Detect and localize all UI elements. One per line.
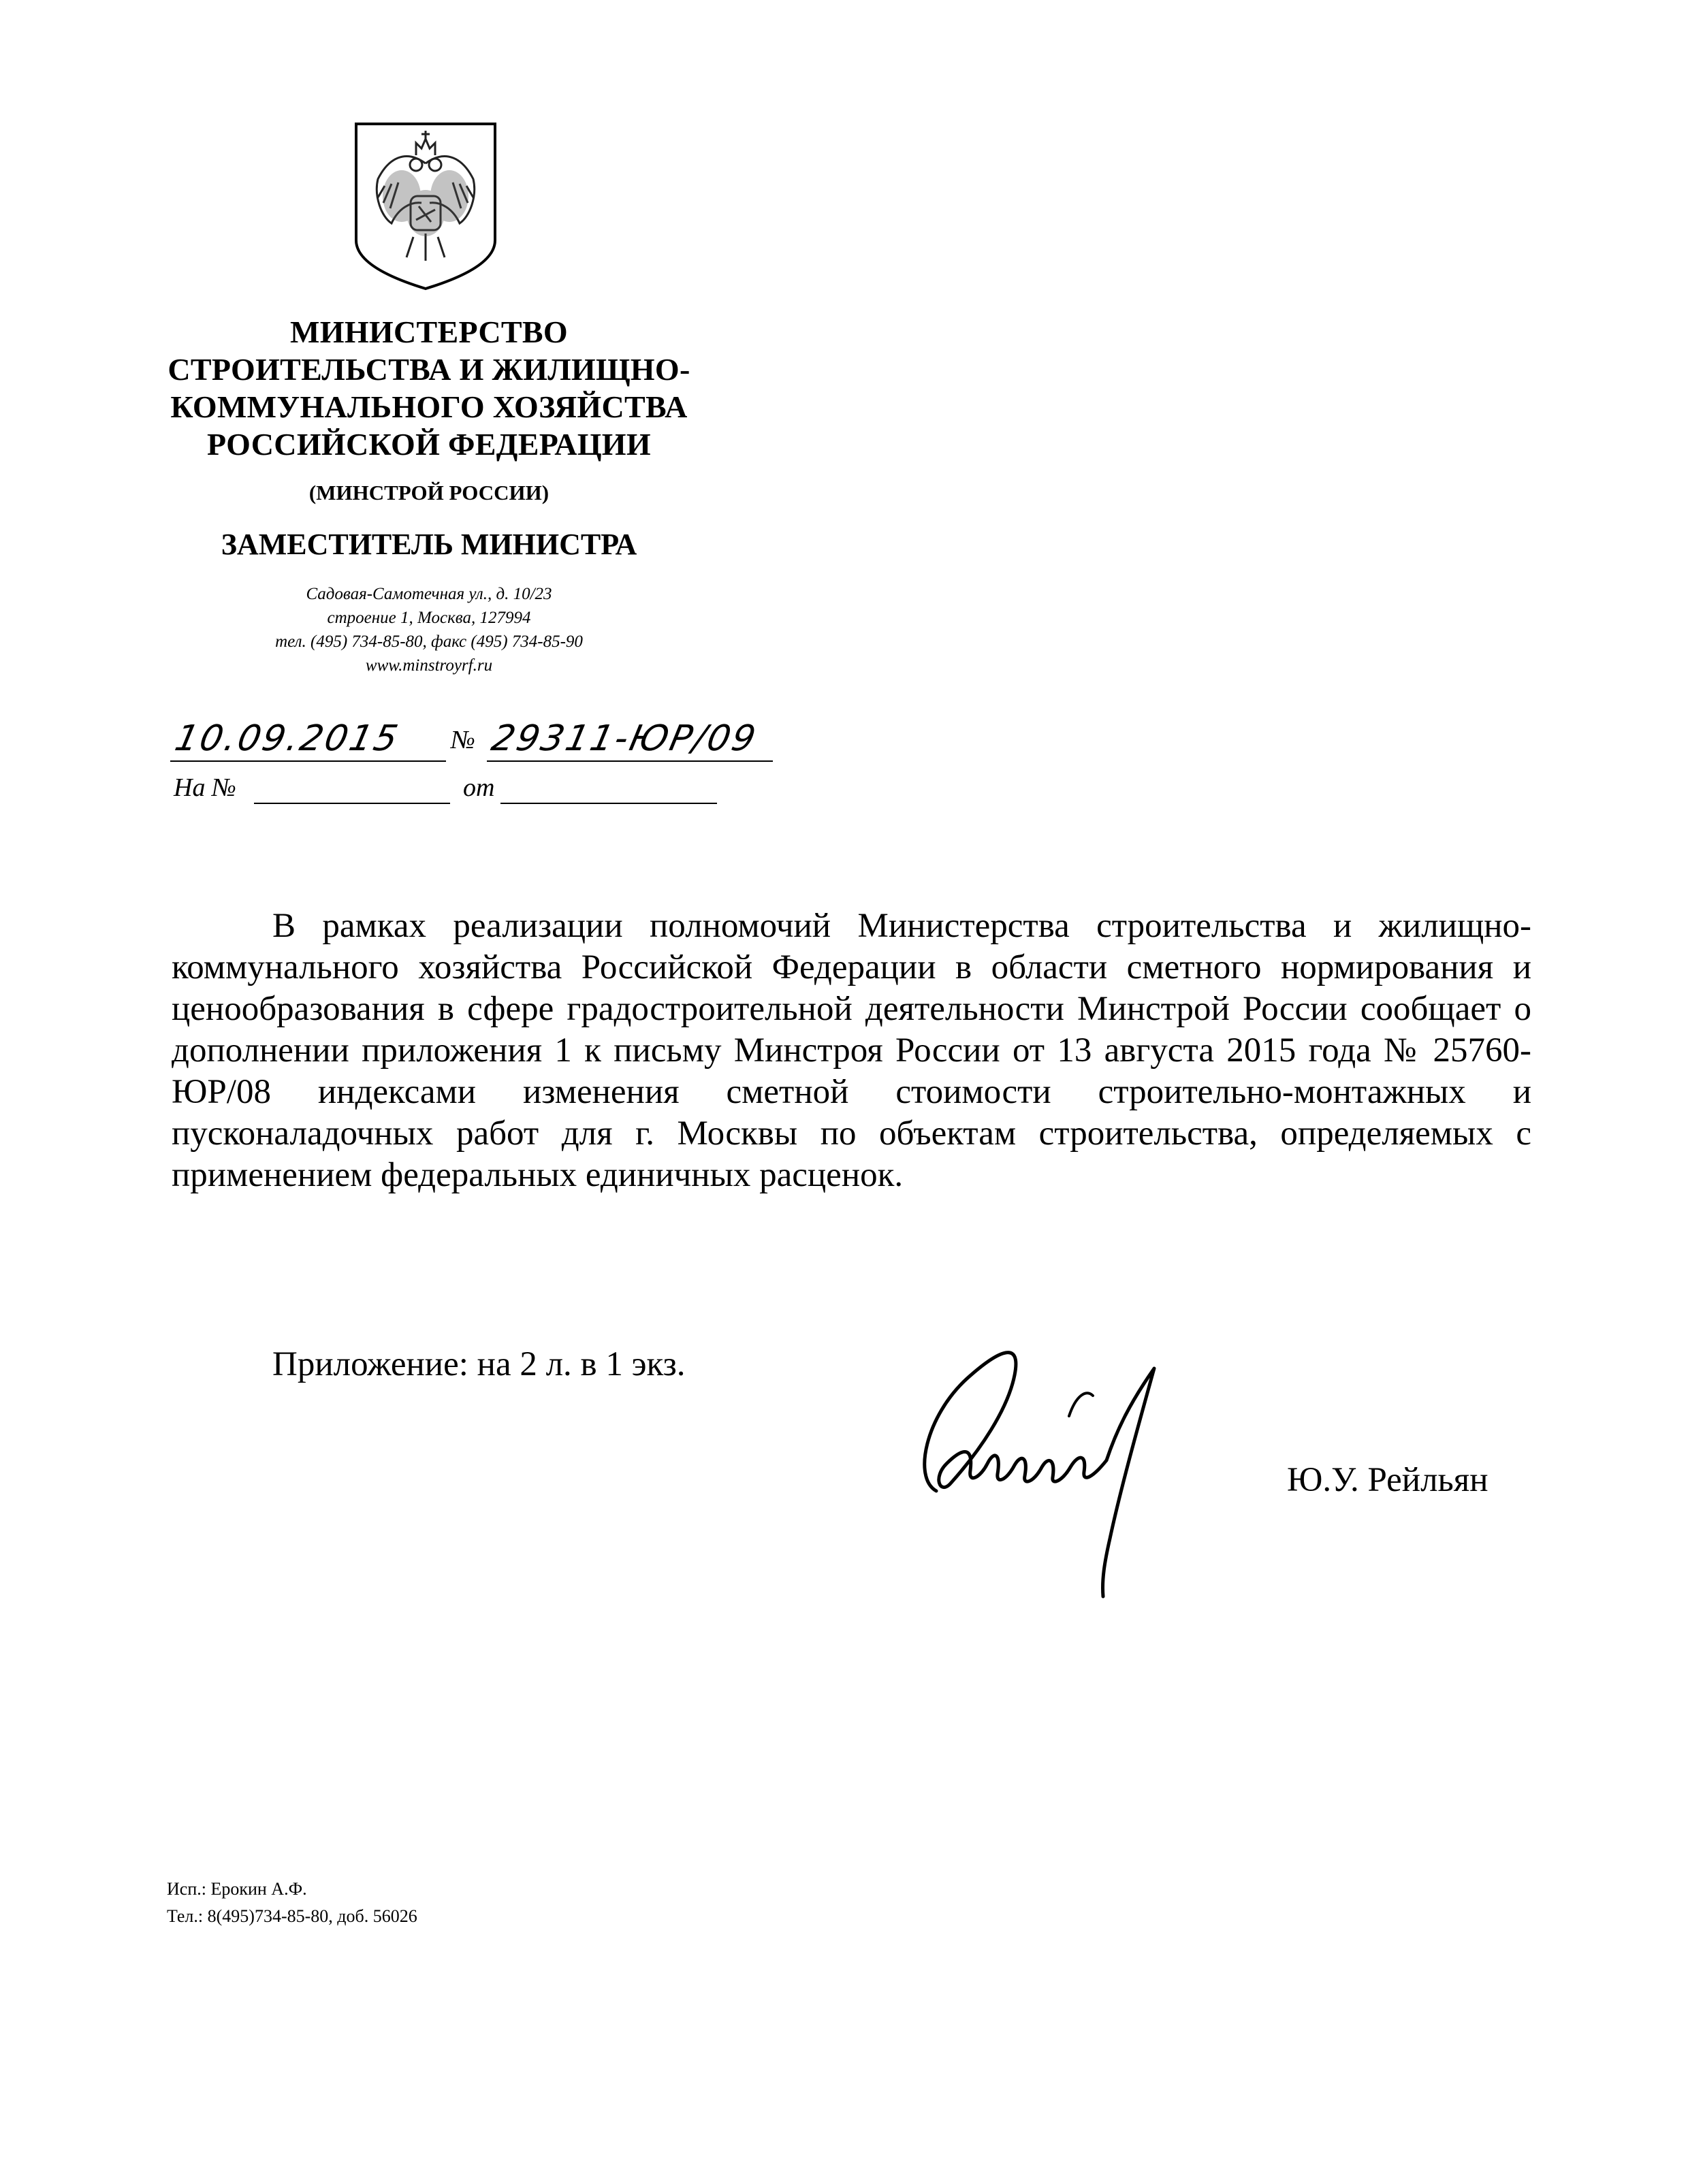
coat-of-arms-icon	[351, 121, 500, 291]
executor-phone: Тел.: 8(495)734-85-80, доб. 56026	[167, 1906, 417, 1926]
registration-number-field	[487, 718, 773, 762]
address-line: строение 1, Москва, 127994	[327, 609, 531, 627]
reference-line	[174, 773, 773, 814]
ministry-name-line: КОММУНАЛЬНОГО ХОЗЯЙСТВА	[170, 389, 688, 424]
registration-line	[170, 718, 797, 766]
reference-number-label: На №	[174, 773, 236, 802]
reference-date-blank	[500, 803, 717, 804]
signature-image	[885, 1314, 1198, 1607]
letter-body: В рамках реализации полномочий Министерства строительства и жилищно-коммунального хозяйства Российской Федерации в области сметного нормирования и ценообразования в сфере градостроительной деятельности Минстрой России сообщает о дополнении приложения 1 к письму Минстроя России от 13 августа 2015 года № 25760-ЮР/08 индексами изменения сметной стоимости строительно-монтажных и пусконаладочных работ для г. Москвы по объектам строительства, определяемых с применением федеральных единичных расценок.	[172, 907, 1531, 1194]
ministry-name-line: РОССИЙСКОЙ ФЕДЕРАЦИИ	[207, 427, 651, 462]
ministry-short-name: (МИНСТРОЙ РОССИИ)	[308, 481, 550, 504]
address-line: www.minstroyrf.ru	[365, 656, 493, 675]
registration-date-field	[170, 718, 446, 762]
ministry-name-line: МИНИСТЕРСТВО	[290, 315, 568, 349]
letterhead	[136, 313, 722, 677]
reference-date-label: от	[463, 773, 495, 802]
registration-number: 29311-ЮР/09	[488, 718, 761, 759]
address-line: Садовая-Самотечная ул., д. 10/23	[306, 585, 552, 603]
executor-info	[167, 1876, 417, 1930]
address-line: тел. (495) 734-85-80, факс (495) 734-85-90	[275, 632, 583, 651]
ministry-name-line: СТРОИТЕЛЬСТВА И ЖИЛИЩНО-	[168, 352, 690, 387]
reference-number-blank	[254, 803, 450, 804]
executor-name: Исп.: Ерокин А.Ф.	[167, 1879, 307, 1899]
attachment-note: Приложение: на 2 л. в 1 экз.	[272, 1345, 686, 1383]
registration-number-label: №	[451, 726, 475, 754]
signer-name: Ю.У. Рейльян	[1287, 1461, 1488, 1499]
sender-position: ЗАМЕСТИТЕЛЬ МИНИСТРА	[221, 528, 637, 561]
ministry-address	[136, 582, 722, 677]
registration-date: 10.09.2015	[171, 718, 404, 759]
